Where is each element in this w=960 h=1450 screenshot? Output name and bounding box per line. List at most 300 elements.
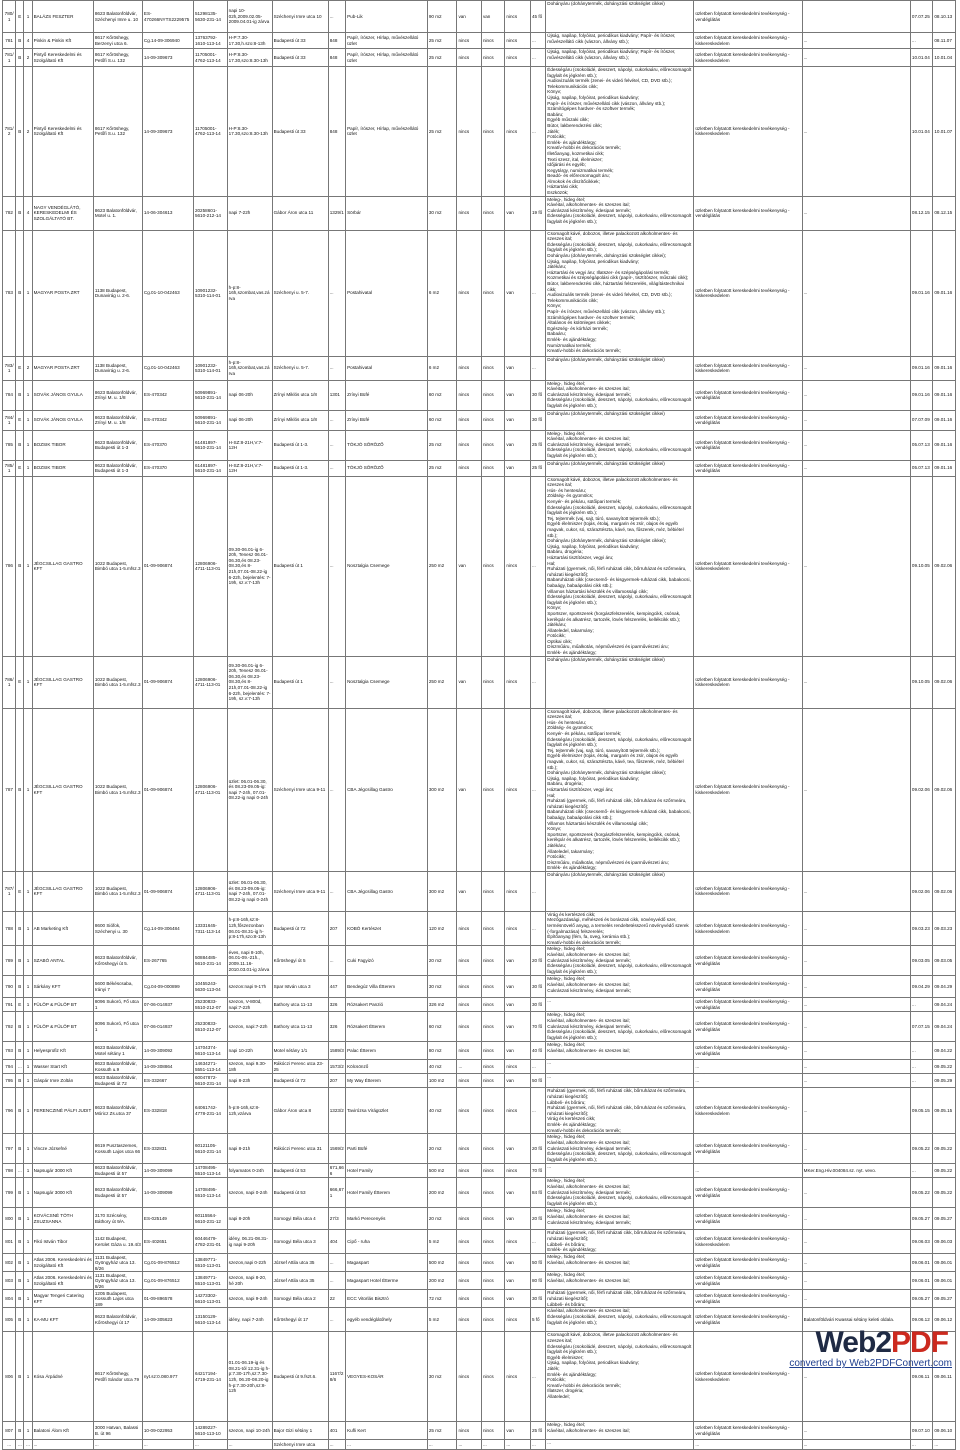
cell-open: h-p:8-16h,sz:8-12h,vzárva [227,1088,272,1134]
cell-seats: ... [530,1088,545,1134]
table-row [3,976,956,998]
cell-note: ... [802,460,910,476]
cell-goods: Kávéital, alkoholmentes- és szeszes ital; Édességáru (csokoládé, desszert, nápolyi, cukorkaáru, előrecsomagolt fagylalt és jégkrém stb.); [546,1308,694,1332]
cell-open: szezon, napi 9.30-18h [227,1060,272,1074]
cell-d2: 09.01.16 [933,460,956,476]
cell-goods: Meleg-, hideg étel; Kávéital, alkoholmentes- és szeszes ital; [546,1422,694,1440]
cell-act: üzletben folytatott kereskedelmi tevékenység - vendéglátás [694,1254,802,1272]
cell-reg: ES-470342 [142,410,193,430]
cell-nr: 784 [3,380,16,410]
cell-unit: Zrínyi Büfé [346,410,428,430]
cell-name: ... [32,1440,93,1450]
cell-stat: 12806906-4711-113-01 [193,708,227,871]
cell-c: van [505,380,531,410]
cell-t: B [16,1230,24,1254]
web2pdf-logo: Web2PDF [815,1326,948,1359]
cell-d1: 09.06.03 [910,1230,932,1254]
cell-site: Bathory utca 11-13 [272,1012,328,1042]
cell-b: nincs [481,656,504,708]
cell-c: van [505,998,531,1012]
cell-site: Budapesti út 33 [272,49,328,67]
cell-open: üzlet: 06.01-06.30, és 08.23-09.05-ig: napi 7-24h, 07.01-08.22-ig napi 0-24h [227,871,272,911]
cell-stat: 12806906-4711-113-01 [193,476,227,656]
cell-unit: Postahivatal [346,356,428,380]
table-row [3,410,956,430]
cell-reg: 14-09-309673 [142,67,193,197]
cell-unit: VEGYES-KOSÁR [346,1332,428,1422]
cell-site: Széchenyi Imre utca 10 [272,1,328,33]
cell-name: Kósa Árpádné [32,1332,93,1422]
cell-t: E [16,410,24,430]
cell-n: 1 [24,976,32,998]
table-row [3,67,956,197]
cell-unit: Nosztalgia Csemege [346,656,428,708]
cell-goods: Meleg-, hideg étel; Kávéital, alkoholmentes- és szeszes ital; [546,1254,694,1272]
cell-reg: Cg.01-10-042463 [142,356,193,380]
cell-reg: 14-09-305623 [142,1308,193,1332]
cell-seats: 19 fő [530,196,545,230]
cell-t: B [16,708,24,871]
cell-area: 25 m2 [427,1422,457,1440]
cell-nr: 792 [3,1012,16,1042]
cell-site: Budapesti út 1-3. [272,460,328,476]
cell-a: van [457,708,482,871]
cell-addr: 1142 Budapest, Kerület Gáza u. 19.4/3 [93,1230,142,1254]
cell-reg: Cg.14-09-306484 [142,911,193,946]
cell-seats: 70 fő [530,1164,545,1178]
cell-site: Budapesti út 53 [272,1178,328,1208]
cell-area: 200 m2 [427,1178,457,1208]
cell-name: Wasser Start Kft [32,1060,93,1074]
cell-d1: 09.03.23 [910,911,932,946]
cell-b: nincs [481,911,504,946]
cell-nr: 796 [3,1088,16,1134]
cell-name: FERENCZINÉ PÁLFI JUDIT [32,1088,93,1134]
cell-nr: 783 [3,230,16,356]
cell-b: nincs [481,1230,504,1254]
cell-addr: 8623 Balatonföldvár, Motel sétány 1 [93,1042,142,1060]
cell-n: 1 [24,1290,32,1308]
cell-unit: Hotel Family [346,1164,428,1178]
cell-unit: Papír, írószer, Hírlap, művészellátó üzlet [346,49,428,67]
cell-note: ... [802,67,910,197]
cell-reg: Cg.01-09-876512 [142,1272,193,1290]
cell-name: SZABÓ ANTAL [32,946,93,976]
cell-open: napi 8-21h [227,1134,272,1164]
cell-addr: 8617 Kőröshegy, Petőfi S.u. 132 [93,49,142,67]
cell-addr: 1022 Budapest, Bimbó utca 1-5.mfsz.3 [93,476,142,656]
cell-nr: 791 [3,998,16,1012]
cell-goods: Meleg-, hideg étel; Kávéital, alkoholmentes- és szeszes ital; Cukrászati készítmény, édesipari termék; [546,1208,694,1230]
cell-site: Széchenyi Imre utca [272,1440,328,1450]
cell-note: ... [802,1134,910,1164]
cell-a: nincs [457,911,482,946]
cell-goods: Meleg-, hideg étel; Kávéital, alkoholmentes- és szeszes ital; [546,1272,694,1290]
cell-seats: 20 fő [530,946,545,976]
cell-b: nincs [481,1164,504,1178]
cell-site: Budapesti út 1 [272,656,328,708]
cell-goods: Meleg-, hideg étel; Kávéital, alkoholmentes- és szeszes ital; Cukrászati készítmény, édesipari termék; Édességáru (csokoládé, desszert, nápolyi, cukorkaáru, előrecsomagolt fagylalt és jégkrém stb.); [546,1178,694,1208]
cell-d2: 09.04.22 [933,1042,956,1060]
cell-unit: KOBÓ Kertészet [346,911,428,946]
cell-nr: 788 [3,911,16,946]
cell-n: 4 [24,33,32,49]
cell-site: József Attila utca 35 [272,1254,328,1272]
cell-c: ... [505,1440,531,1450]
cell-act: ... [694,1060,802,1074]
cell-nr: 804 [3,1290,16,1308]
cell-reg: 01-09-906874 [142,708,193,871]
cell-hrsz: ... [328,356,345,380]
table-row [3,1088,956,1134]
cell-nr: 799 [3,1178,16,1208]
cell-t: ... [16,1164,24,1178]
cell-c: nincs [505,656,531,708]
cell-n: 2 [24,67,32,197]
cell-act: üzletben folytatott kereskedelmi tevékenység - vendéglátás [694,1012,802,1042]
cell-stat: 14708495-5510-113-14 [193,1178,227,1208]
cell-hrsz: 1167/28/6 [328,1332,345,1422]
cell-stat: 12806906-4711-113-01 [193,871,227,911]
cell-a: nincs [457,460,482,476]
cell-b: nincs [481,380,504,410]
cell-b: nincs [481,1272,504,1290]
table-row [3,1,956,33]
cell-reg: Cg.14-09-306940 [142,33,193,49]
cell-n: 1 [24,656,32,708]
cell-d1: ... [910,1440,932,1450]
cell-goods: Dohányáru (dohánytermék, dohányzási szükséglet cikkei) [546,356,694,380]
cell-goods: Édességáru (csokoládé, desszert, nápolyi, cukorkaáru, előrecsomagolt fagylalt és jégkrém stb.); Audiovizuális termék (zenei- és videó felvétel, CD, DVD stb.); Telekommunikációs cikk; Könyv; Újság, napilap, folyóirat, periodikus kiadvány; Papír- és írószer, művészellátó cikk (vászon, állvány stb.); Számítógépes hardver- és szoftver termék; Babáru; Egyéb műszaki cikk; Bútor, lakberendezési cikk; Játék; Fotócikk; Emlék- és ajándéktárgy; Kreatív-hobbi és dekorációs termék; Illetőanyag, kozmetikai cikk; Texti szesz, ital, élelmiszer; Időjárási és egyéb; Kegytárgy, numizmatikai termék; Beadó- és előrecsomagolt áru; Álmokok és díszítőcikkek; Háztartási cikk; Eszközök; [546,67,694,197]
cell-goods: Dohányáru (dohánytermék, dohányzási szükséglet cikkei) [546,871,694,911]
cell-goods: Dohányáru (dohánytermék, dohányzási szükséglet cikkei) [546,410,694,430]
cell-n: 1 [24,380,32,410]
cell-unit: Nosztalgia Csemege [346,476,428,656]
cell-unit: Papír, írószer, Hírlap, művészellátó üzlet [346,67,428,197]
cell-unit: egyéb vendéglátóhely [346,1308,428,1332]
cell-stat: 14704374-5610-113-14 [193,1042,227,1060]
cell-area: 100 m2 [427,1074,457,1088]
cell-nr: 798 [3,1164,16,1178]
cell-note: ... [802,1422,910,1440]
cell-stat: 13849771-5510-113-01 [193,1254,227,1272]
cell-note: ... [802,1254,910,1272]
cell-d1: ... [910,1060,932,1074]
cell-d1: 09.01.16 [910,230,932,356]
cell-act: üzletben folytatott kereskedelmi tevékenység - vendéglátás [694,430,802,460]
cell-d1: 05.07.13 [910,460,932,476]
cell-stat: 25230833-5510-212-07 [193,998,227,1012]
cell-t: E [16,998,24,1012]
cell-t: B [16,380,24,410]
cell-name: MAGYAR POSTA ZRT [32,230,93,356]
cell-site: Budapesti út 33 [272,67,328,197]
cell-t: B [16,476,24,656]
table-row [3,911,956,946]
cell-a: nincs [457,1290,482,1308]
cell-d2: 09.06.10 [933,1422,956,1440]
cell-site: Budapesti út 72 [272,1074,328,1088]
cell-hrsz: ... [328,946,345,976]
cell-note: Balatonföldvári Kwassai sétány keleti oldala. [802,1308,910,1332]
cell-unit: TÓKJÓ SÖRÖZŐ [346,460,428,476]
cell-c: nincs [505,1230,531,1254]
cell-c: van [505,1178,531,1208]
cell-t: B [16,196,24,230]
cell-seats: 5 fő [530,1308,545,1332]
cell-seats: ... [530,708,545,871]
cell-hrsz: 1589/3 [328,1042,345,1060]
cell-area: 6 m2 [427,356,457,380]
cell-d1: 09.02.06 [910,871,932,911]
table-row [3,196,956,230]
cell-t: B [16,911,24,946]
cell-name: Pinkin & Pinkin Kft [32,33,93,49]
cell-a: nincs [457,196,482,230]
cell-unit: Kölcsönző [346,1060,428,1074]
cell-c: van [505,356,531,380]
cell-area: 60 m2 [427,1012,457,1042]
cell-open: h-p:8-16h,szombat,vas.zárva [227,230,272,356]
cell-d1: 07.07.15 [910,1012,932,1042]
cell-hrsz: 848 [328,67,345,197]
cell-stat: 25230833-5510-212-07 [193,1012,227,1042]
cell-addr: 1022 Budapest, Bimbó utca 1-5.mfsz.3 [93,708,142,871]
cell-seats: ... [530,49,545,67]
cell-c: nincs [505,476,531,656]
cell-unit: Postahivatal [346,230,428,356]
cell-goods: Újság, napilap, folyóirat, periodikus kiadvány; Papír- és írószer, művészellátó cikk (vászon, állvány stb.); [546,33,694,49]
cell-t: ... [16,1060,24,1074]
cell-t: B [16,1134,24,1164]
cell-d2: 09.04.29 [933,976,956,998]
cell-reg: ES-332818 [142,1088,193,1134]
cell-unit: My Way Étterem [346,1074,428,1088]
cell-addr: 8096 Sukoró, Fő utca 1 [93,1012,142,1042]
cell-act: üzletben folytatott kereskedelmi tevékenység - kiskereskedelem [694,33,802,49]
cell-nr: 807 [3,1422,16,1440]
cell-name: Atlas 2006. Kereskedelmi és Szolgáltató Kft [32,1272,93,1290]
cell-area: 25 m2 [427,460,457,476]
table-row [3,946,956,976]
cell-d1: 09.10.05 [910,476,932,656]
cell-a: nincs [457,1042,482,1060]
cell-site: Gábor Áron utca 11 [272,196,328,230]
cell-addr: 8617 Kőröshegy, Petőfi S.u. 132 [93,67,142,197]
cell-area: 6 m2 [427,230,457,356]
cell-d2: 09.03.23 [933,911,956,946]
cell-d2: 09.01.16 [933,230,956,356]
cell-hrsz: ... [328,230,345,356]
cell-d1: 09.01.16 [910,356,932,380]
cell-nr: 785/1 [3,460,16,476]
cell-b: nincs [481,1088,504,1134]
cell-seats: 30 fő [530,1290,545,1308]
cell-stat: 61481897-5610-231-14 [193,460,227,476]
cell-reg: 14-09-309099 [142,1178,193,1208]
cell-note: MKer.Eng.Hiv.004084.sz. nyt. vevo. [802,1164,910,1178]
cell-b: nincs [481,1254,504,1272]
cell-d2: 09.02.06 [933,656,956,708]
cell-site: Bajor Gizi sétány 1 [272,1422,328,1440]
table-row [3,1042,956,1060]
cell-d1: 07.07.25 [910,1,932,33]
cell-open: üzlet: 06.01-06.30, és 08.23-09.05-ig: napi 7-24h, 07.01-08.22-ig napi 0-24h [227,708,272,871]
cell-name: AB Marketing Kft [32,911,93,946]
cell-goods: Dohányáru (dohánytermék, dohányzási szükséglet cikkei) [546,460,694,476]
cell-open: H-P:8.30-17.30,szo:8.30-13h [227,49,272,67]
cell-reg: ES-470342 [142,380,193,410]
cell-goods: ... [546,1074,694,1088]
cell-a: van [457,476,482,656]
cell-d2: 08.11.07 [933,33,956,49]
cell-d1: 09.01.16 [910,380,932,410]
cell-n: 2 [24,49,32,67]
cell-area: 250 m2 [427,476,457,656]
table-row [3,33,956,49]
cell-open: idény, napi 7-24h [227,1308,272,1332]
cell-note: ... [802,1074,910,1088]
cell-area: 25 m2 [427,49,457,67]
cell-seats: 25 fő [530,430,545,460]
cell-d2: 09.05.22 [933,1178,956,1208]
cell-act: üzletben folytatott kereskedelmi tevékenység - vendéglátás [694,1,802,33]
cell-t: B [16,1042,24,1060]
cell-b: nincs [481,196,504,230]
cell-open: napi 7-22h [227,196,272,230]
cell-b: nincs [481,230,504,356]
cell-d2: 09.05.22 [933,1134,956,1164]
cell-b: nincs [481,356,504,380]
cell-addr: 8600 Siófok, Széchenyi u. 30 [93,911,142,946]
cell-open: szezon, V-800d, napi:7-22h [227,998,272,1012]
cell-act: üzletben folytatott kereskedelmi tevékenység - kiskereskedelem [694,230,802,356]
cell-goods: Ruházati (gyermek, női, férfi ruházati cikk, bőrruházat és szőrmeáru, ruházati kiegészítő); Lábbeli- és bőráru; Ruházati (gyermek, női, férfi ruházati cikk, bőrruházat és szőrmeáru, ruházati kiegészítő); Virág és kertészeti cikk; Emlék- és ajándéktárgy; Kreatív-hobbi és dekorációs termék; [546,1088,694,1134]
cell-addr: 1131 Budapest, Gyöngyház utca 13. 8/26 [93,1254,142,1272]
cell-seats: ... [530,33,545,49]
cell-act: üzletben folytatott kereskedelmi tevékenység - vendéglátás [694,1178,802,1208]
table-row [3,1178,956,1208]
cell-stat: 61481897-5610-231-14 [193,430,227,460]
cell-addr: 1205 Budapest, Kossuth Lajos utca 189 [93,1290,142,1308]
cell-hrsz: ... [328,1272,345,1290]
cell-goods: ... [546,1164,694,1178]
cell-t: E [16,656,24,708]
cell-unit: Zrínyi Büfé [346,380,428,410]
cell-reg: ES-332667 [142,1074,193,1088]
cell-stat: 13849771-5510-113-01 [193,1272,227,1290]
cell-open: 09.30-06.01-ig 6-20h, Tenesz 06.01-06.30,és 08.23-08.30,és 8-21h,07.01-08.22-ig 6-22h, bejelentés: 7-19h, sz.v:7-13h [227,656,272,708]
cell-a: van [457,871,482,911]
table-row [3,380,956,410]
cell-stat: 13763792-1610-113-14 [193,33,227,49]
cell-area: 25 m2 [427,67,457,197]
cell-t: B [16,1178,24,1208]
cell-unit: CBA Jégcsillag Gastro [346,871,428,911]
cell-seats: ... [530,356,545,380]
cell-a: nincs [457,33,482,49]
cell-area: 30 m2 [427,1332,457,1422]
cell-addr: 8623 Balatonföldvár, Zrínyi M. u. 1/8 [93,380,142,410]
cell-seats: 20 fő [530,1208,545,1230]
cell-c: van [505,410,531,430]
cell-site: Somogyi Béla utca 3 [272,1230,328,1254]
cell-c: nincs [505,67,531,197]
cell-goods: ... [546,1440,694,1450]
cell-nr: 794 [3,1060,16,1074]
cell-hrsz: ... [328,871,345,911]
cell-t: B [16,67,24,197]
cell-addr: 8623 Balatonföldvár, Budapesti út 1-3 [93,460,142,476]
cell-n: 1 [24,1422,32,1440]
converted-by-link[interactable]: converted by Web2PDFConvert.com [789,1358,952,1369]
cell-unit: Tavirózsa Virágüzlet [346,1088,428,1134]
cell-area: 25 m2 [427,33,457,49]
cell-c: van [505,1254,531,1272]
cell-open: H-P:7.30-17.30,h.szo:8-13h [227,33,272,49]
cell-area: 5 m2 [427,1308,457,1332]
cell-addr: 1022 Budapest, Bimbó utca 1-5.mfsz.3 [93,656,142,708]
cell-c: van [505,430,531,460]
table-row [3,1230,956,1254]
cell-stat: 10901232-5310-114-01 [193,356,227,380]
cell-b: nincs [481,49,504,67]
cell-d2: 09.05.22 [933,1060,956,1074]
cell-site: Budapesti út 53 [272,1164,328,1178]
cell-b: van [481,1,504,33]
cell-stat: 12806906-4711-113-01 [193,656,227,708]
cell-nr: 780/1 [3,1,16,33]
cell-note: ... [802,1332,910,1422]
cell-b: nincs [481,1208,504,1230]
cell-unit: Rózsakert Panzió [346,998,428,1012]
cell-seats: ... [530,1440,545,1450]
cell-b: nincs [481,1422,504,1440]
cell-hrsz: 326 [328,1012,345,1042]
cell-n: 1 [24,1208,32,1230]
cell-n: 1 [24,1012,32,1042]
cell-name: Sárkány KFT [32,976,93,998]
cell-b: nincs [481,1012,504,1042]
table-row [3,1164,956,1178]
cell-addr: 1138 Budapest, Dunavirág u. 2-6. [93,356,142,380]
cell-act: üzletben folytatott kereskedelmi tevékenység - kiskereskedelem [694,871,802,911]
cell-addr: 5600 Békéscsaba, Irányi 7 [93,976,142,998]
cell-nr: 790 [3,976,16,998]
cell-unit: Markó Perecenyés [346,1208,428,1230]
cell-b: nincs [481,1134,504,1164]
cell-site: Budapesti út 33 [272,33,328,49]
cell-a: nincs [457,1134,482,1164]
cell-a: nincs [457,380,482,410]
cell-stat: 50969891-5610-231-14 [193,380,227,410]
cell-d1: 09.07.10 [910,1422,932,1440]
cell-act: ... [694,1074,802,1088]
cell-addr: 8623 Balatonföldvár, Kőröshegyi út 5. [93,946,142,976]
cell-reg: ... [142,1440,193,1450]
cell-seats: ... [530,656,545,708]
cell-goods: Virág és kertészeti cikk; Mezőgazdasági, méhészeti és borászati cikk, növényvédő szer, termésnövelő anyag, a termelés rendeltetésszerű növényvédő szerek (-forgalmazása) felszerelés; Építőanyag (fém, fa, üveg, kerámia stb.); Kreatív-hobbi és dekorációs termék; [546,911,694,946]
cell-n: 1 [24,1134,32,1164]
cell-unit: Sörbár [346,196,428,230]
cell-n: 1 [24,1272,32,1290]
cell-b: nincs [481,1332,504,1422]
cell-d1: ... [910,998,932,1012]
cell-nr: 783/1 [3,356,16,380]
cell-d2: 09.02.06 [933,476,956,656]
cell-area: 20 m2 [427,1208,457,1230]
cell-addr: 1131 Budapest, Gyöngyház utca 13. 8/26 [93,1272,142,1290]
